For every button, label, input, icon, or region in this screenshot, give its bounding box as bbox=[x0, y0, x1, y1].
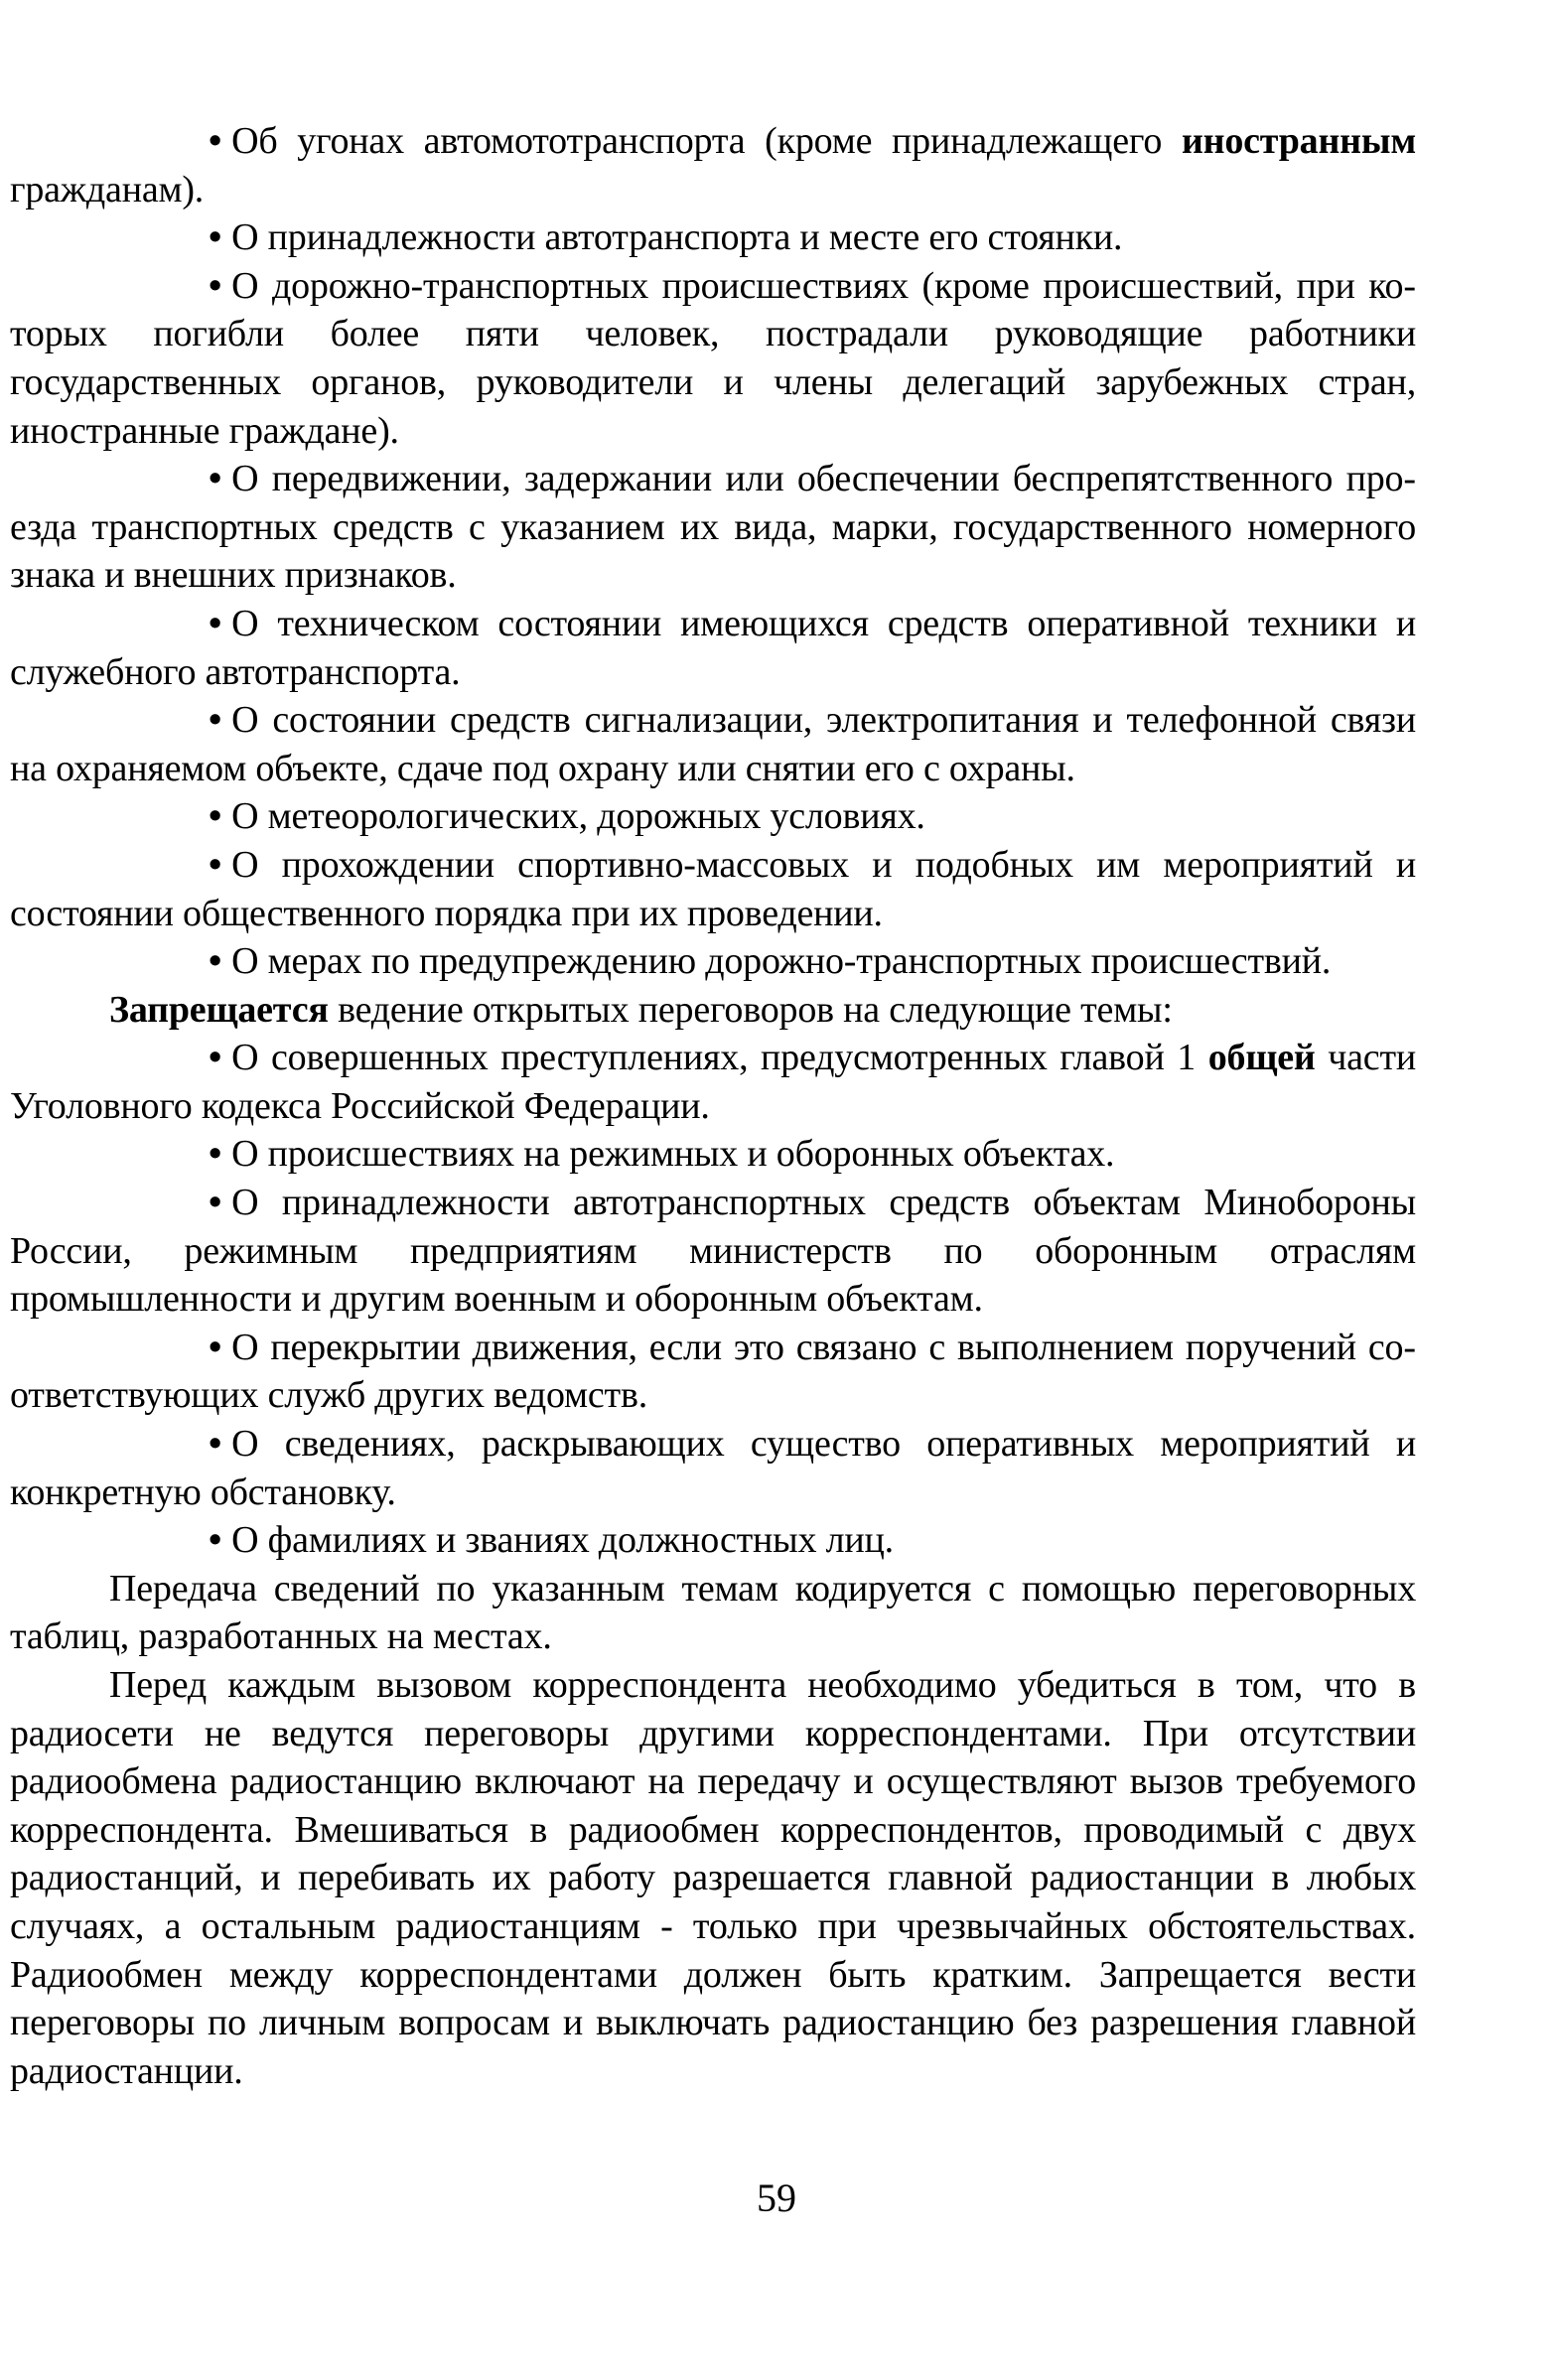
text-run: О мерах по предупреждению дорожно-транспортных происшествий. bbox=[231, 940, 1332, 983]
text-run: ведение открытых переговоров на следующие темы: bbox=[328, 988, 1173, 1031]
bullet-item bbox=[10, 1420, 1416, 1516]
bullet-icon: • bbox=[209, 1133, 222, 1176]
bullet-icon: • bbox=[209, 940, 222, 983]
text-run: Передача сведений по указанным темам кодируется с помощью переговорных таблиц, разработанных на местах. bbox=[10, 1567, 1416, 1658]
text-run: О состоянии средств сигнализации, электропитания и телефонной связи на охраняемом объекте, сдаче под охрану или снятии его с охраны. bbox=[10, 699, 1416, 789]
bullet-icon: • bbox=[209, 1037, 222, 1079]
bullet-icon: • bbox=[209, 843, 222, 886]
bullet-item bbox=[10, 1130, 1416, 1179]
bullet-item bbox=[10, 213, 1416, 262]
bullet-item bbox=[10, 841, 1416, 937]
text-run: О дорожно-транспортных происшествиях (кроме происшествий, при которых погибли более пяти человек, пострадали руководящие работники государственных органов, руководители и члены делегаций зарубежных стран, иностранные граждане). bbox=[10, 264, 1416, 452]
page-number: 59 bbox=[757, 2175, 796, 2220]
bullet-icon: • bbox=[209, 1519, 222, 1562]
bold-text: общей bbox=[1207, 1037, 1316, 1079]
text-run: О прохождении спортивно-массовых и подобных им мероприятий и состоянии общественного порядка при их проведении. bbox=[10, 843, 1416, 934]
text-run: О метеорологических, дорожных условиях. bbox=[231, 795, 925, 838]
bullet-icon: • bbox=[209, 1182, 222, 1224]
text-run: О совершенных преступлениях, предусмотренных главой 1 bbox=[231, 1037, 1208, 1079]
bullet-item bbox=[10, 262, 1416, 455]
text-run: О техническом состоянии имеющихся средств оперативной техники и служебного автотранспорта. bbox=[10, 602, 1416, 693]
document-body bbox=[10, 117, 1416, 2095]
bullet-item bbox=[10, 1324, 1416, 1420]
bullet-icon: • bbox=[209, 120, 222, 162]
bullet-item bbox=[10, 600, 1416, 696]
text-run: О фамилиях и званиях должностных лиц. bbox=[231, 1519, 894, 1562]
bullet-item bbox=[10, 696, 1416, 792]
bullet-icon: • bbox=[209, 795, 222, 838]
text-run: Об угонах автомототранспорта (кроме принадлежащего bbox=[231, 120, 1182, 162]
bullet-item bbox=[10, 455, 1416, 600]
bullet-icon: • bbox=[209, 1326, 222, 1368]
bullet-item bbox=[10, 937, 1416, 986]
bullet-item bbox=[10, 1179, 1416, 1324]
paragraph bbox=[10, 1661, 1416, 2095]
bullet-icon: • bbox=[209, 458, 222, 500]
bullet-item bbox=[10, 1034, 1416, 1130]
text-run: О происшествиях на режимных и оборонных объектах. bbox=[231, 1133, 1115, 1176]
paragraph bbox=[10, 986, 1416, 1035]
text-run: части Уголовного кодекса Российской Федерации. bbox=[10, 1037, 1417, 1127]
bullet-icon: • bbox=[209, 699, 222, 742]
bullet-item bbox=[10, 792, 1416, 841]
bullet-item bbox=[10, 117, 1416, 213]
text-run: О сведениях, раскрывающих существо оперативных мероприятий и конкретную обстановку. bbox=[10, 1423, 1416, 1513]
bullet-icon: • bbox=[209, 602, 222, 644]
bold-text: иностранным bbox=[1181, 120, 1416, 162]
bullet-item bbox=[10, 1516, 1416, 1565]
text-run: О перекрытии движения, если это связано с выполнением поручений соответствующих служб других ведомств. bbox=[10, 1326, 1416, 1417]
text-run: Перед каждым вызовом корреспондента необходимо убедиться в том, что в радиосети не ведутся переговоры другими корреспондентами. При отсутствии радиообмена радиостанцию включают на передачу и осуществляют вызов требуемого корреспондента. Вмешиваться в радиообмен корреспондентов, проводимый с двух радиостанций, и перебивать их работу разрешается главной радиостанции в любых случаях, а остальным радиостанциям - только при чрезвычайных обстоятельствах. Радиообмен между корреспондентами должен быть кратким. Запрещается вести переговоры по личным вопросам и выключать радиостанцию без разрешения главной радиостанции. bbox=[10, 1664, 1416, 2092]
text-run: гражданам). bbox=[10, 168, 205, 210]
bullet-icon: • bbox=[209, 264, 222, 307]
paragraph bbox=[10, 1565, 1416, 1661]
text-run: О передвижении, задержании или обеспечении беспрепятственного проезда транспортных средств с указанием их вида, марки, государственного номерного знака и внешних признаков. bbox=[10, 458, 1416, 597]
text-run: О принадлежности автотранспортных средств объектам Минобороны России, режимным предприятиям министерств по оборонным отраслям промышленности и другим военным и оборонным объектам. bbox=[10, 1182, 1416, 1321]
text-run: О принадлежности автотранспорта и месте его стоянки. bbox=[231, 216, 1123, 259]
bullet-icon: • bbox=[209, 1423, 222, 1466]
bold-text: Запрещается bbox=[109, 988, 329, 1031]
bullet-icon: • bbox=[209, 216, 222, 259]
